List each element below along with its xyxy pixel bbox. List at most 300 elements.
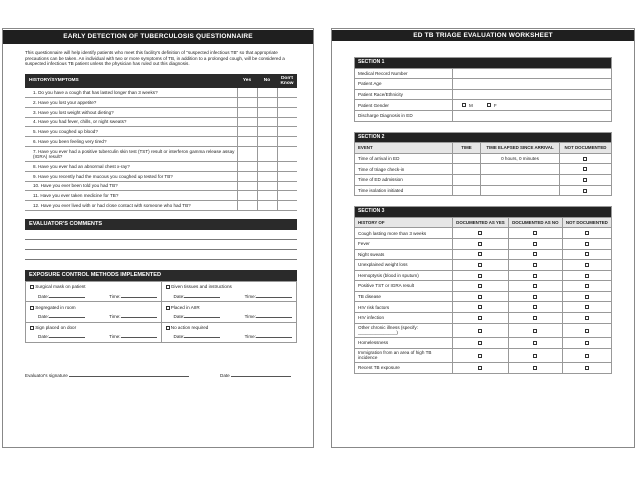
exposure-header: EXPOSURE CONTROL METHODS IMPLEMENTED (25, 270, 297, 281)
history-checkbox-cell (562, 291, 611, 302)
exposure-option-label: Sign placed on door (35, 325, 77, 331)
time-value[interactable] (453, 164, 481, 175)
history-checkbox-cell (508, 302, 562, 313)
answer-dont-know-cell[interactable] (277, 117, 297, 127)
question-text: 8. Have you ever had an abnormal chest x-ray? (25, 161, 237, 171)
checkbox-icon[interactable] (585, 316, 589, 320)
date-label: Date: (38, 334, 49, 340)
checkbox-icon[interactable] (585, 252, 589, 256)
section1-value[interactable] (453, 110, 612, 121)
elapsed-value[interactable]: 0 hours, 0 minutes (481, 153, 560, 164)
section2-table (354, 132, 612, 197)
question-text: 6. Have you been feeling very tired? (25, 137, 237, 147)
question-row (25, 201, 297, 211)
time-line[interactable] (121, 334, 157, 338)
question-text: 3. Have you lost weight without dieting? (25, 107, 237, 117)
question-text: 1. Do you have a cough that has lasted longer than 3 weeks? (25, 88, 237, 97)
answer-yes-cell[interactable] (237, 146, 257, 161)
date-time-row (30, 314, 157, 319)
checkbox-icon[interactable] (478, 274, 482, 278)
time-line[interactable] (121, 294, 157, 298)
checkbox-icon[interactable] (478, 341, 482, 345)
elapsed-value[interactable] (481, 174, 560, 185)
date-time-row (30, 334, 157, 339)
question-text: 2. Have you lost your appetite? (25, 97, 237, 107)
question-row (25, 181, 297, 191)
history-checkbox-cell (453, 338, 509, 349)
history-checkbox-cell (508, 249, 562, 260)
checkbox-icon[interactable] (478, 354, 482, 358)
signature-label: Evaluator's signature (25, 373, 68, 379)
date-label: Date: (38, 314, 49, 320)
event-label: Time of triage check-in (355, 164, 453, 175)
section1-value[interactable] (453, 89, 612, 100)
answer-dont-know-cell[interactable] (277, 161, 297, 171)
history-checkbox-cell (562, 313, 611, 324)
date-field[interactable] (174, 294, 221, 299)
checkbox-icon[interactable] (533, 274, 537, 278)
answer-no-cell[interactable] (257, 127, 277, 137)
question-row (25, 127, 297, 137)
checkbox-icon[interactable] (478, 252, 482, 256)
checkbox-icon[interactable] (533, 341, 537, 345)
history-checkbox-cell (453, 249, 509, 260)
checkbox-icon[interactable] (533, 295, 537, 299)
exposure-option[interactable] (26, 281, 162, 301)
history-checkbox-cell (562, 323, 611, 337)
answer-dont-know-cell[interactable] (277, 201, 297, 211)
answer-dont-know-cell[interactable] (277, 146, 297, 161)
history-checkbox-cell (562, 348, 611, 362)
comments-header: EVALUATOR'S COMMENTS (25, 219, 297, 230)
history-checkbox-cell (508, 238, 562, 249)
not-documented-cell (559, 164, 611, 175)
checkbox-icon[interactable] (478, 305, 482, 309)
not-documented-cell (559, 185, 611, 196)
checkbox-icon[interactable] (478, 366, 482, 370)
section3-columns (355, 217, 612, 228)
exposure-row (26, 302, 297, 322)
answer-no-cell[interactable] (257, 88, 277, 97)
answer-dont-know-cell[interactable] (277, 127, 297, 137)
answer-dont-know-cell[interactable] (277, 171, 297, 181)
answer-no-cell[interactable] (257, 161, 277, 171)
checkbox-icon[interactable] (478, 329, 482, 333)
history-label: Hemoptysis (blood in sputum) (355, 270, 453, 281)
checkbox-icon[interactable] (533, 231, 537, 235)
question-row (25, 171, 297, 181)
date-line[interactable] (184, 294, 220, 298)
answer-no-cell[interactable] (257, 146, 277, 161)
history-checkbox-cell (562, 228, 611, 239)
answer-yes-cell[interactable] (237, 201, 257, 211)
time-label: Time: (244, 314, 256, 320)
answer-yes-cell[interactable] (237, 97, 257, 107)
section1-row (355, 100, 612, 111)
checkbox-icon[interactable] (585, 366, 589, 370)
col-dont-know: Don't Know (277, 74, 297, 88)
exposure-option-line (30, 284, 157, 289)
history-label: HIV risk factors (355, 302, 453, 313)
ed-triage-worksheet-page (331, 28, 635, 448)
section3-row (355, 338, 612, 349)
section1-header: SECTION 1 (355, 58, 612, 69)
question-row (25, 107, 297, 117)
section3-row (355, 249, 612, 260)
answer-yes-cell[interactable] (237, 88, 257, 97)
comments-lines[interactable] (25, 230, 297, 260)
checkbox-icon[interactable] (585, 263, 589, 267)
answer-dont-know-cell[interactable] (277, 88, 297, 97)
answer-yes-cell[interactable] (237, 137, 257, 147)
section2-column-header: NOT DOCUMENTED (559, 143, 611, 154)
checkbox-icon[interactable] (533, 329, 537, 333)
answer-dont-know-cell[interactable] (277, 181, 297, 191)
answer-yes-cell[interactable] (237, 107, 257, 117)
checkbox-icon[interactable] (585, 284, 589, 288)
time-label: Time: (244, 334, 256, 340)
checkbox-icon[interactable] (585, 295, 589, 299)
section3-row (355, 363, 612, 374)
section2-row (355, 153, 612, 164)
history-checkbox-cell (508, 270, 562, 281)
history-checkbox-cell (562, 302, 611, 313)
signature-date-line[interactable] (231, 373, 291, 377)
time-line[interactable] (256, 294, 292, 298)
col-yes: Yes (237, 74, 257, 88)
answer-no-cell[interactable] (257, 107, 277, 117)
history-checkbox-cell (562, 363, 611, 374)
section3-row (355, 270, 612, 281)
history-checkbox-cell (508, 338, 562, 349)
checkbox-icon[interactable] (533, 263, 537, 267)
time-field[interactable] (109, 294, 156, 299)
gender-f-label: F (493, 102, 497, 108)
worksheet-title: ED TB TRIAGE EVALUATION WORKSHEET (332, 30, 634, 41)
checkbox-icon[interactable] (30, 306, 34, 310)
section3-column-header: DOCUMENTED AS NO (508, 217, 562, 228)
history-label: Night sweats (355, 249, 453, 260)
section3-column-header: NOT DOCUMENTED (562, 217, 611, 228)
date-field[interactable] (174, 314, 221, 319)
history-label: HIV infection (355, 313, 453, 324)
checkbox-icon[interactable] (533, 284, 537, 288)
history-checkbox-cell (562, 238, 611, 249)
date-time-row (166, 314, 293, 319)
section1-value[interactable] (453, 79, 612, 90)
section2-header: SECTION 2 (355, 132, 612, 143)
answer-no-cell[interactable] (257, 117, 277, 127)
date-line[interactable] (184, 334, 220, 338)
checkbox-icon[interactable] (478, 295, 482, 299)
date-time-row (30, 294, 157, 299)
section1-label: Patient Race/Ethnicity (355, 89, 453, 100)
history-label: Homelessness (355, 338, 453, 349)
signature-date-label: Date (220, 373, 230, 379)
exposure-option[interactable] (26, 302, 162, 322)
elapsed-value[interactable] (481, 185, 560, 196)
time-line[interactable] (256, 334, 292, 338)
exposure-option[interactable] (26, 322, 162, 342)
signature-line[interactable] (69, 373, 189, 377)
section2-columns (355, 143, 612, 154)
answer-yes-cell[interactable] (237, 171, 257, 181)
section1-row (355, 110, 612, 121)
questionnaire-intro: This questionnaire will help identify patients who meet this facility's definition of "suspected infectious TB" so that appropriate precautions can be taken. An individual with two or more symptoms of TB, in addition to a prolonged cough, will be considered a suspected infectious TB patient unless the physician has ruled out this diagnosis. (25, 50, 285, 67)
section3-row (355, 238, 612, 249)
section3-row (355, 302, 612, 313)
tb-questionnaire-page (2, 28, 314, 448)
question-text: 10. Have you ever been told you had TB? (25, 181, 237, 191)
section3-row (355, 313, 612, 324)
checkbox-icon[interactable] (533, 305, 537, 309)
section1-row (355, 79, 612, 90)
section1-value[interactable] (453, 100, 612, 111)
history-label: Unexplained weight loss (355, 260, 453, 271)
time-field[interactable] (109, 314, 156, 319)
answer-dont-know-cell[interactable] (277, 107, 297, 117)
answer-no-cell[interactable] (257, 137, 277, 147)
question-text: 5. Have you coughed up blood? (25, 127, 237, 137)
history-label: Fever (355, 238, 453, 249)
answer-no-cell[interactable] (257, 97, 277, 107)
exposure-option[interactable] (161, 322, 297, 342)
date-line[interactable] (49, 314, 85, 318)
answer-yes-cell[interactable] (237, 181, 257, 191)
answer-yes-cell[interactable] (237, 161, 257, 171)
checkbox-icon[interactable] (478, 231, 482, 235)
exposure-table (25, 281, 297, 343)
question-row (25, 137, 297, 147)
section1-value[interactable] (453, 68, 612, 79)
history-checkbox-cell (562, 249, 611, 260)
checkbox-icon[interactable] (478, 242, 482, 246)
exposure-option-line (30, 305, 157, 310)
checkbox-icon[interactable] (585, 341, 589, 345)
section1-label: Patient Age (355, 79, 453, 90)
history-label: Recent TB exposure (355, 363, 453, 374)
signature-row (3, 373, 313, 378)
exposure-option-label: Placed in AIIR (170, 304, 200, 310)
history-checkbox-cell (453, 291, 509, 302)
section1-label: Discharge Diagnosis in ED (355, 110, 453, 121)
history-checkbox-cell (562, 338, 611, 349)
answer-dont-know-cell[interactable] (277, 137, 297, 147)
date-label: Date: (173, 293, 185, 299)
checkbox-icon[interactable] (533, 316, 537, 320)
checkbox-icon[interactable] (478, 284, 482, 288)
date-line[interactable] (49, 334, 85, 338)
checkbox-icon[interactable] (166, 306, 170, 310)
checkbox-icon[interactable] (585, 242, 589, 246)
time-field[interactable] (245, 314, 292, 319)
answer-no-cell[interactable] (257, 181, 277, 191)
answer-no-cell[interactable] (257, 201, 277, 211)
answer-yes-cell[interactable] (237, 127, 257, 137)
history-checkbox-cell (453, 363, 509, 374)
section3-header: SECTION 3 (355, 207, 612, 218)
time-value[interactable] (453, 174, 481, 185)
exposure-row (26, 281, 297, 301)
date-line[interactable] (49, 294, 85, 298)
time-line[interactable] (256, 314, 292, 318)
time-value[interactable] (453, 153, 481, 164)
section3-table (354, 206, 612, 374)
answer-no-cell[interactable] (257, 191, 277, 201)
exposure-option-line (166, 325, 293, 330)
checkbox-icon[interactable] (166, 326, 170, 330)
history-checkbox-cell (508, 281, 562, 292)
checkbox-icon[interactable] (462, 103, 466, 107)
checkbox-icon[interactable] (583, 157, 587, 161)
section2-column-header: TIME ELAPSED SINCE ARRIVAL (481, 143, 560, 154)
section3-row (355, 281, 612, 292)
history-label: Cough lasting more than 3 weeks (355, 228, 453, 239)
checkbox-icon[interactable] (533, 354, 537, 358)
time-field[interactable] (245, 294, 292, 299)
question-row (25, 88, 297, 97)
checkbox-icon[interactable] (30, 326, 34, 330)
answer-yes-cell[interactable] (237, 191, 257, 201)
section2-row (355, 174, 612, 185)
section1-label: Medical Record Number (355, 68, 453, 79)
exposure-option-label: Given tissues and instructions (170, 284, 232, 290)
section1-row (355, 68, 612, 79)
elapsed-value[interactable] (481, 164, 560, 175)
exposure-option[interactable] (161, 302, 297, 322)
section3-row (355, 348, 612, 362)
date-field[interactable] (38, 314, 85, 319)
history-checkbox-cell (562, 260, 611, 271)
checkbox-icon[interactable] (487, 103, 491, 107)
checkbox-icon[interactable] (585, 354, 589, 358)
event-label: Time isolation initiated (355, 185, 453, 196)
not-documented-cell (559, 174, 611, 185)
history-checkbox-cell (453, 238, 509, 249)
checkbox-icon[interactable] (583, 178, 587, 182)
history-checkbox-cell (453, 323, 509, 337)
time-field[interactable] (245, 334, 292, 339)
answer-dont-know-cell[interactable] (277, 191, 297, 201)
checkbox-icon[interactable] (478, 316, 482, 320)
time-label: Time: (244, 293, 256, 299)
history-symptoms-table (25, 74, 297, 211)
answer-yes-cell[interactable] (237, 117, 257, 127)
history-header: HISTORY/SYMPTOMS (25, 74, 237, 88)
question-text: 11. Have you ever taken medicine for TB? (25, 191, 237, 201)
answer-dont-know-cell[interactable] (277, 97, 297, 107)
checkbox-icon[interactable] (583, 167, 587, 171)
question-row (25, 117, 297, 127)
section1-table (354, 57, 612, 122)
time-label: Time: (109, 314, 121, 320)
history-label: Immigration from an area of high TB incidence (355, 348, 453, 362)
history-checkbox-cell (453, 302, 509, 313)
date-time-row (166, 294, 293, 299)
checkbox-icon[interactable] (30, 285, 34, 289)
history-checkbox-cell (508, 313, 562, 324)
history-checkbox-cell (453, 260, 509, 271)
checkbox-icon[interactable] (533, 366, 537, 370)
section3-row (355, 291, 612, 302)
checkbox-icon[interactable] (533, 252, 537, 256)
date-field[interactable] (38, 294, 85, 299)
history-checkbox-cell (453, 348, 509, 362)
checkbox-icon[interactable] (585, 329, 589, 333)
section3-row (355, 323, 612, 337)
section3-column-header: DOCUMENTED AS YES (453, 217, 509, 228)
exposure-option-label: No action required (170, 325, 209, 331)
exposure-option-label: Segregated in room (35, 304, 76, 310)
history-checkbox-cell (508, 348, 562, 362)
section2-column-header: TIME (453, 143, 481, 154)
col-no: No (257, 74, 277, 88)
questionnaire-title: EARLY DETECTION OF TUBERCULOSIS QUESTIONNAIRE (3, 30, 313, 44)
history-checkbox-cell (508, 323, 562, 337)
time-label: Time: (109, 293, 121, 299)
date-field[interactable] (174, 334, 221, 339)
history-label: TB disease (355, 291, 453, 302)
question-row (25, 146, 297, 161)
question-text: 12. Have you ever lived with or had close contact with someone who had TB? (25, 201, 237, 211)
history-checkbox-cell (562, 270, 611, 281)
date-label: Date: (173, 334, 185, 340)
exposure-option-line (30, 325, 157, 330)
exposure-option-line (166, 305, 293, 310)
time-field[interactable] (109, 334, 156, 339)
answer-no-cell[interactable] (257, 171, 277, 181)
history-checkbox-cell (453, 228, 509, 239)
section2-row (355, 185, 612, 196)
history-checkbox-cell (508, 291, 562, 302)
history-checkbox-cell (453, 281, 509, 292)
exposure-row (26, 322, 297, 342)
section2-column-header: EVENT (355, 143, 453, 154)
checkbox-icon[interactable] (585, 274, 589, 278)
history-checkbox-cell (508, 363, 562, 374)
checkbox-icon[interactable] (585, 231, 589, 235)
date-field[interactable] (38, 334, 85, 339)
event-label: Time of ED admission (355, 174, 453, 185)
checkbox-icon[interactable] (583, 189, 587, 193)
history-checkbox-cell (453, 270, 509, 281)
section3-row (355, 228, 612, 239)
date-label: Date: (38, 293, 49, 299)
time-value[interactable] (453, 185, 481, 196)
section3-column-header: HISTORY OF (355, 217, 453, 228)
checkbox-icon[interactable] (478, 263, 482, 267)
date-label: Date: (173, 314, 185, 320)
checkbox-icon[interactable] (533, 242, 537, 246)
history-checkbox-cell (508, 260, 562, 271)
question-row (25, 161, 297, 171)
date-line[interactable] (184, 314, 220, 318)
checkbox-icon[interactable] (585, 305, 589, 309)
history-checkbox-cell (508, 228, 562, 239)
history-label: Positive TST or IGRA result (355, 281, 453, 292)
section1-row (355, 89, 612, 100)
section3-row (355, 260, 612, 271)
not-documented-cell (559, 153, 611, 164)
exposure-option[interactable] (161, 281, 297, 301)
exposure-option-label: Surgical mask on patient (35, 284, 86, 290)
section1-label: Patient Gender (355, 100, 453, 111)
question-row (25, 191, 297, 201)
event-label: Time of arrival in ED (355, 153, 453, 164)
time-line[interactable] (121, 314, 157, 318)
history-label: Other chronic illness (specify: _______________) (355, 323, 453, 337)
checkbox-icon[interactable] (166, 285, 170, 289)
